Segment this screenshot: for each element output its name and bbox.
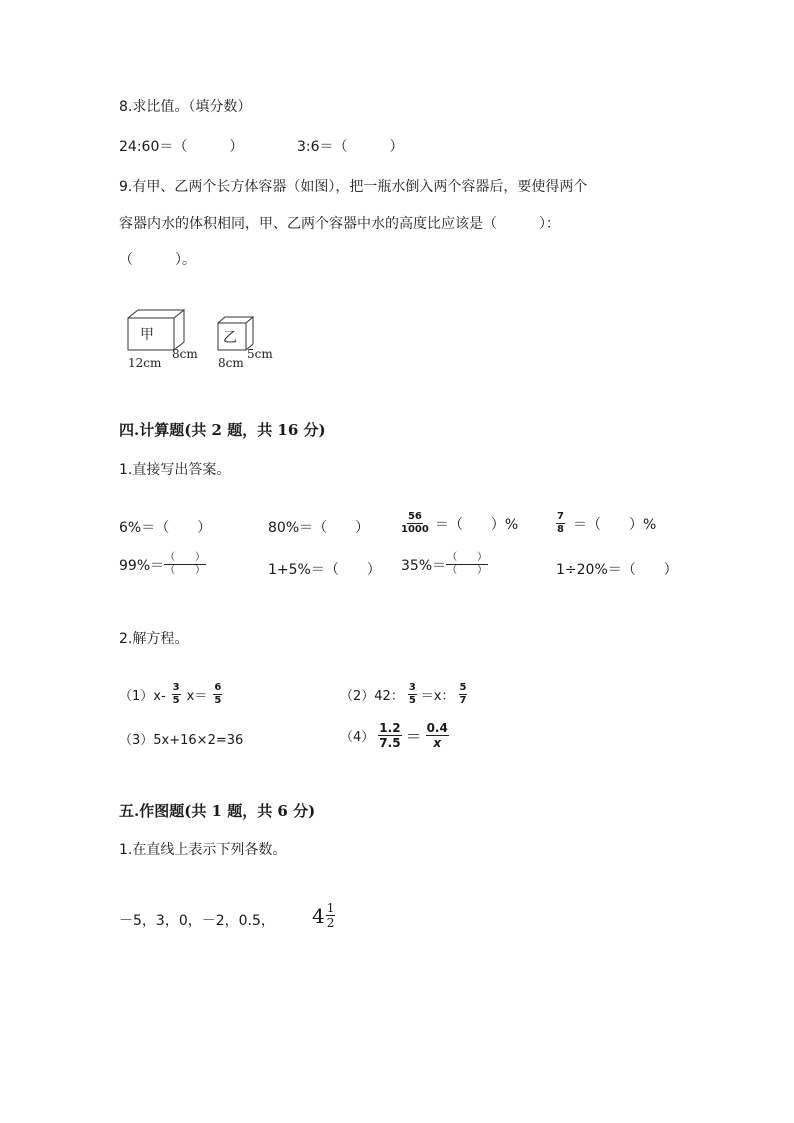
drawing-q1-title: 1.在直线上表示下列各数。: [119, 842, 287, 858]
container-yi-height: 5cm: [247, 347, 273, 361]
calc-item-35-percent: 35%＝ $\frac{( )}{( )}$: [401, 552, 488, 576]
calc-item-6-percent: 6%＝（ ）: [119, 520, 212, 536]
fraction-7-8: $\frac{7}{8}$: [557, 511, 564, 535]
calc-item-99-percent: 99%＝ $\frac{( )}{( )}$: [119, 552, 206, 576]
question-8-title: 8.求比值。（填分数）: [119, 99, 252, 115]
calc-q1-title: 1.直接写出答案。: [119, 462, 231, 478]
equation-1: （1）x- $\frac{3}{5}$ x＝ $\frac{6}{5}$: [119, 682, 222, 706]
question-9-line-1: 9.有甲、乙两个长方体容器（如图），把一瓶水倒入两个容器后，要使得两个: [119, 179, 588, 195]
calc-item-1-plus-5-percent: 1+5%＝（ ）: [268, 562, 381, 578]
equation-4: （4） $\frac{1.2}{7.5}$ ＝ $\frac{0.4}{x}$: [340, 721, 448, 750]
container-jia: [128, 310, 184, 350]
equation-3: （3）5x+16×2=36: [119, 733, 244, 748]
calc-item-80-percent: 80%＝（ ）: [268, 520, 370, 536]
ratio-item-1: 24:60＝（ ）: [119, 139, 244, 155]
section-5-title: 五.作图题(共 1 题，共 6 分): [119, 802, 316, 820]
container-yi-width: 8cm: [218, 356, 244, 370]
question-9-line-3: （ ）。: [119, 252, 196, 268]
mixed-number-4-1-2: 4 $\frac{1}{2}$: [312, 901, 335, 930]
number-list: －5，3，0，－2，0.5，: [119, 913, 275, 929]
blank-fraction: $\frac{( )}{( )}$: [447, 552, 488, 576]
ratio-item-2: 3:6＝（ ）: [297, 139, 404, 155]
blank-fraction: $\frac{( )}{( )}$: [165, 552, 206, 576]
fraction-56-1000: $\frac{56}{1000}$: [401, 511, 429, 535]
container-jia-height: 8cm: [172, 347, 198, 361]
section-4-title: 四.计算题(共 2 题，共 16 分): [119, 421, 326, 439]
container-jia-width: 12cm: [128, 356, 162, 370]
calc-item-56-over-1000: $\frac{56}{1000}$ ＝（ ）%: [401, 511, 519, 535]
calc-item-7-over-8: $\frac{7}{8}$ ＝（ ）%: [557, 511, 657, 535]
question-9-line-2: 容器内水的体积相同，甲、乙两个容器中水的高度比应该是（ ）：: [119, 216, 560, 232]
container-figure: [118, 304, 286, 376]
container-yi-label: 乙: [223, 330, 237, 346]
equation-2: （2）42： $\frac{3}{5}$ ＝x： $\frac{5}{7}$: [340, 682, 467, 706]
calc-item-1-div-20-percent: 1÷20%＝（ ）: [556, 562, 678, 578]
container-jia-label: 甲: [140, 327, 154, 343]
equation-q2-title: 2.解方程。: [119, 631, 189, 647]
